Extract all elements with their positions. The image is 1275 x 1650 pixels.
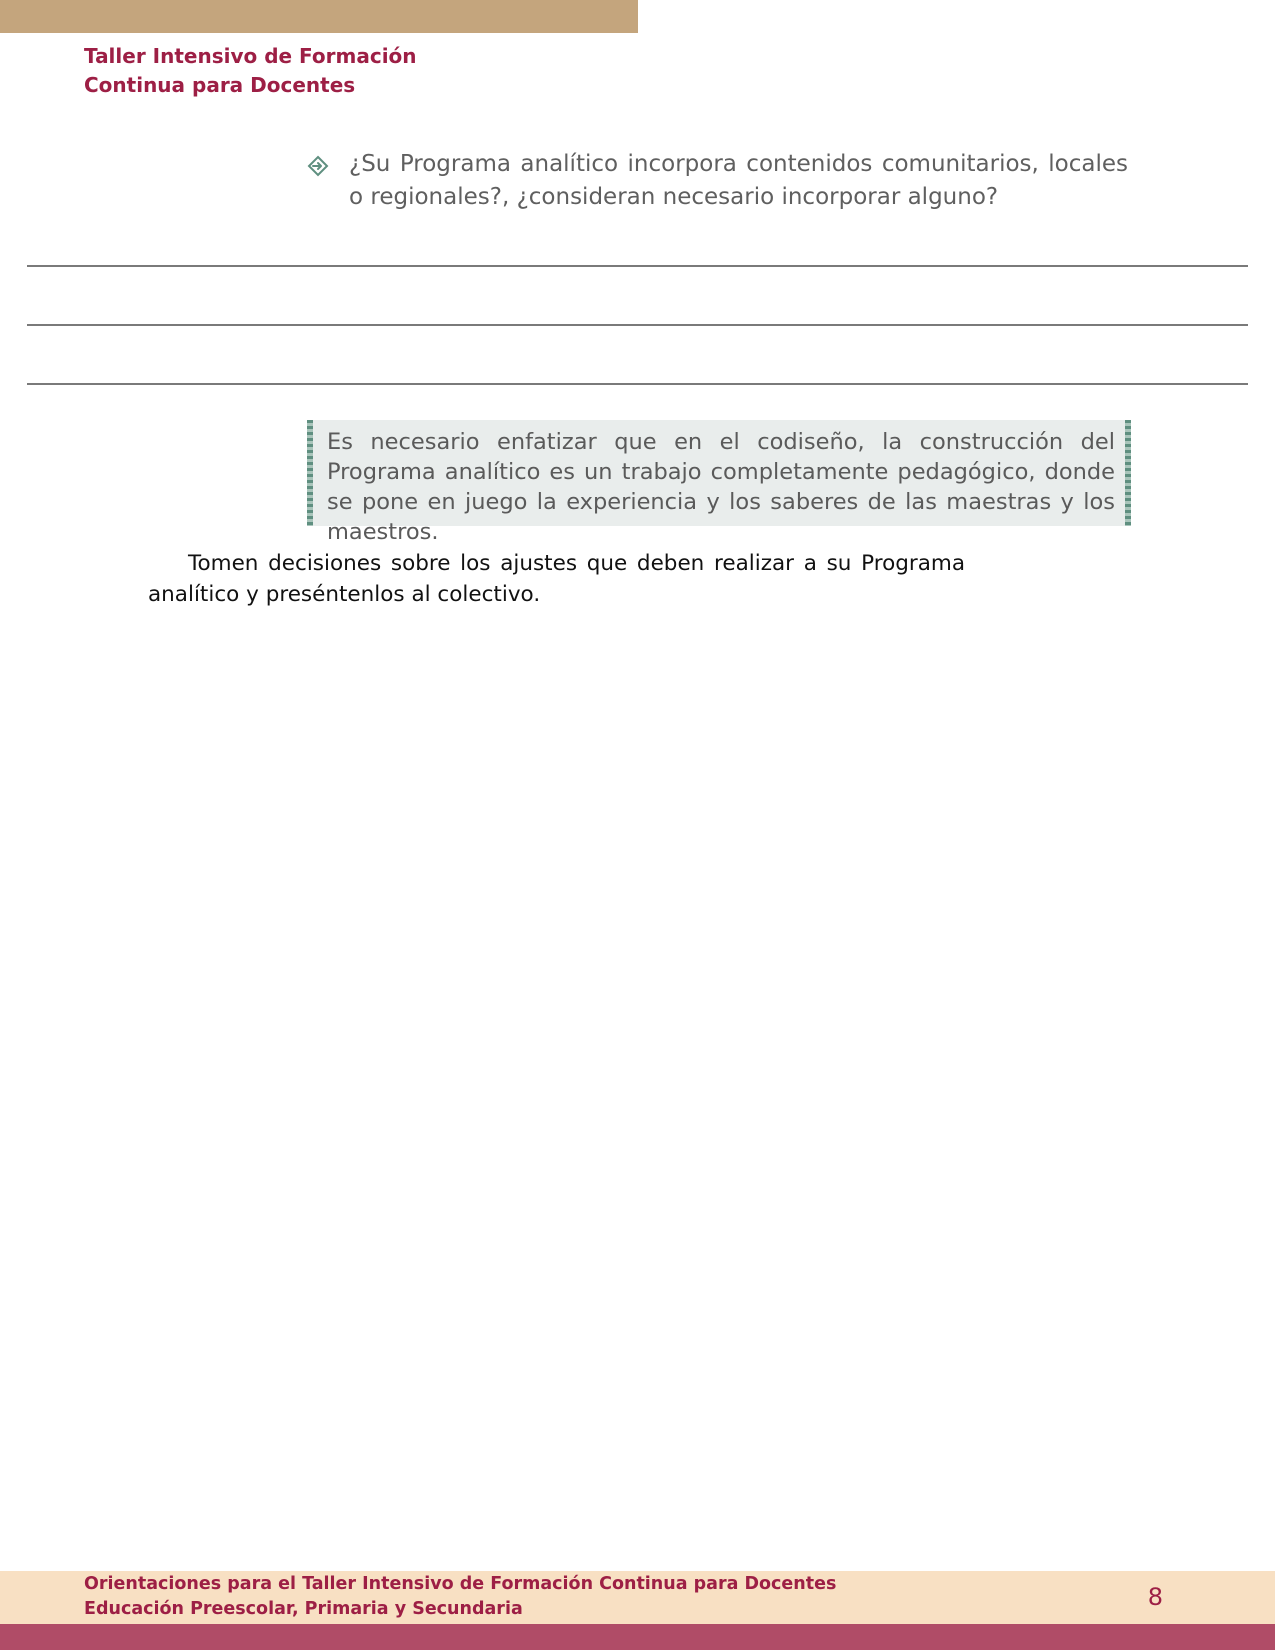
answer-line-2[interactable] [27, 324, 1248, 326]
header-title-line-1: Taller Intensivo de Formación [84, 44, 417, 68]
footer-line-1: Orientaciones para el Taller Intensivo de Formación Continua para Docentes [84, 1574, 837, 1594]
note-box [307, 420, 1131, 545]
body-paragraph: Tomen decisiones sobre los ajustes que deben realizar a su Programa analítico y preséntenlos al colectivo. [148, 551, 965, 607]
footer-line-2: Educación Preescolar, Primaria y Secundaria [84, 1599, 523, 1619]
note-border-right [1125, 420, 1131, 526]
question-text: ¿Su Programa analítico incorpora contenidos comunitarios, locales o regionales?, ¿consideran necesario incorporar alguno? [349, 151, 1128, 210]
footer-bottom-bar [0, 1624, 1275, 1650]
note-border-left [307, 420, 313, 526]
page-number: 8 [1147, 1583, 1163, 1611]
header-title [84, 42, 584, 100]
answer-line-1[interactable] [27, 265, 1248, 267]
header-top-bar [0, 0, 638, 33]
question-item [307, 148, 1128, 214]
note-text: Es necesario enfatizar que en el codiseño, la construcción del Programa analítico es un trabajo completamente pedagógico, donde se pone en juego la experiencia y los saberes de las maestras y los maestros. [327, 429, 1115, 545]
footer-text [84, 1572, 1064, 1622]
header-title-line-2: Continua para Docentes [84, 73, 356, 97]
diamond-arrow-icon [307, 155, 329, 177]
answer-line-3[interactable] [27, 383, 1248, 385]
